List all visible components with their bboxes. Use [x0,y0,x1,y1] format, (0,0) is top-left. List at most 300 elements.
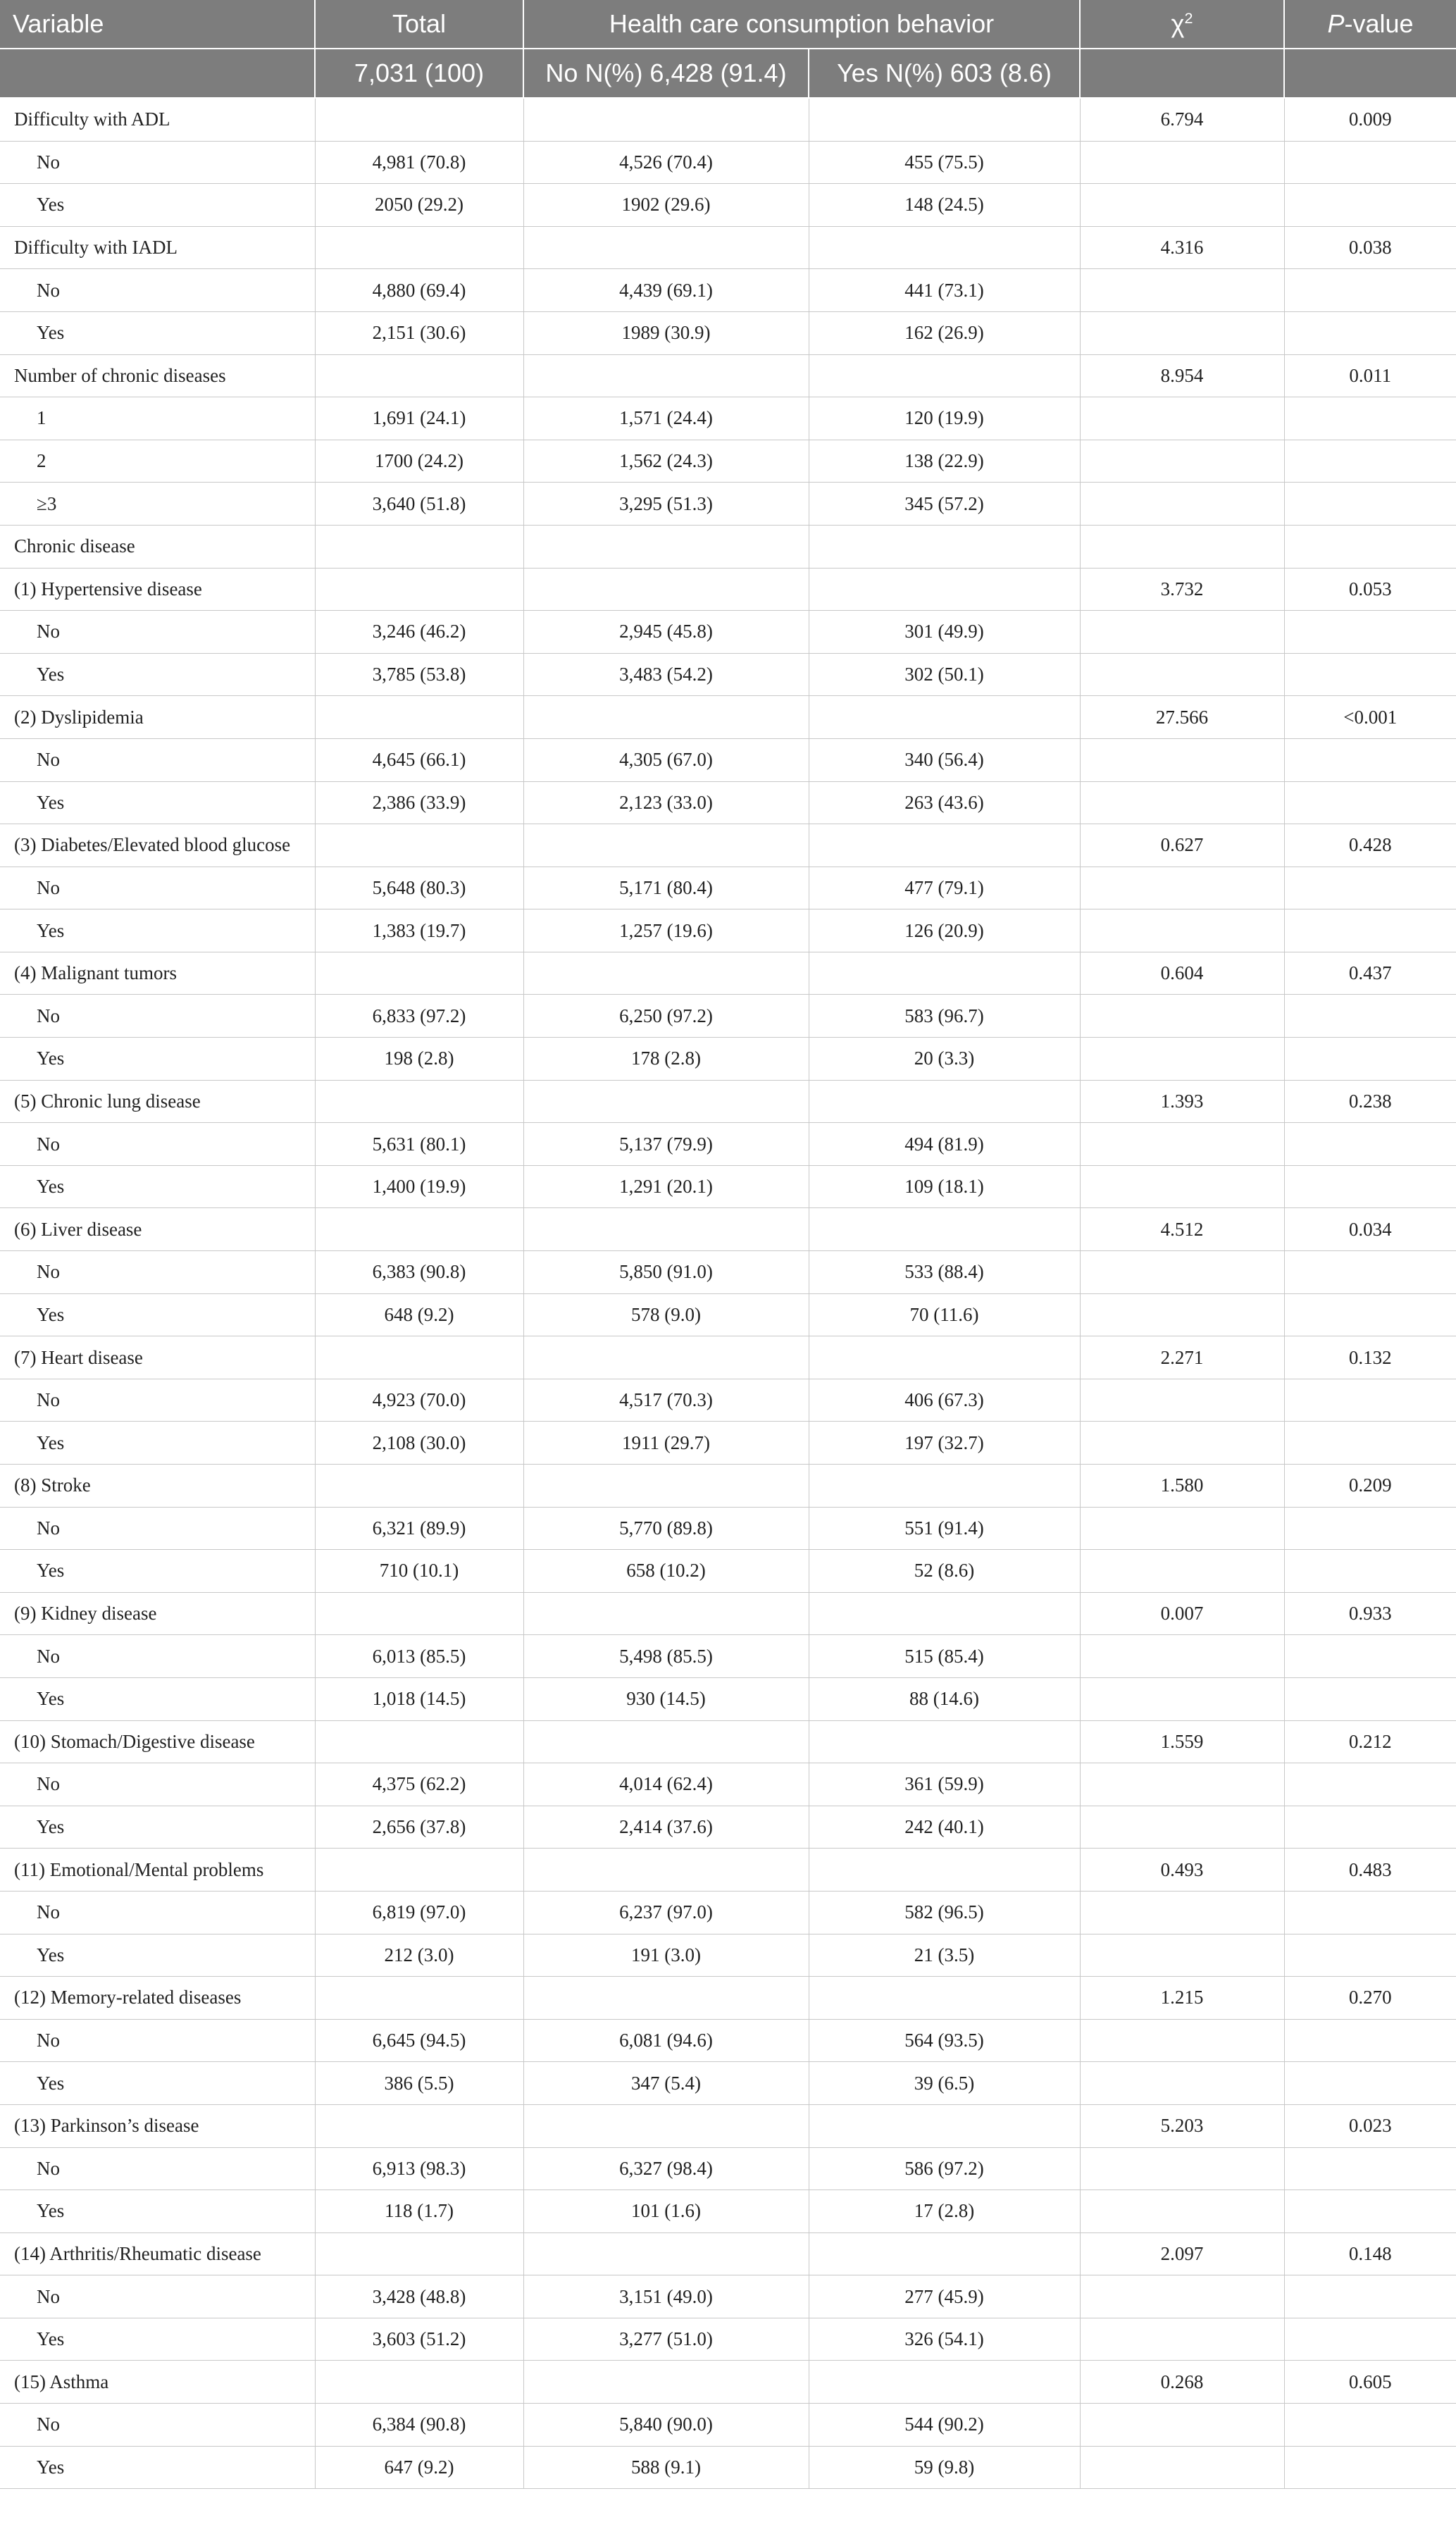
cell-chi2: 4.316 [1080,226,1284,269]
cell-variable: No [0,1763,315,1806]
cell-chi2 [1080,781,1284,824]
cell-total [315,1208,523,1251]
table-row [0,1550,1456,1593]
cell-yes: 263 (43.6) [809,781,1080,824]
cell-p-value [1284,1165,1456,1208]
cell-total [315,1592,523,1635]
cell-chi2 [1080,2275,1284,2318]
table-row [0,1934,1456,1977]
cell-variable: (15) Asthma [0,2361,315,2404]
header-total-n: 7,031 (100) [315,49,523,98]
cell-p-value: 0.132 [1284,1336,1456,1379]
table-row [0,2275,1456,2318]
table-row [0,781,1456,824]
table-group-row [0,2104,1456,2147]
cell-yes [809,1849,1080,1892]
cell-variable: (6) Liver disease [0,1208,315,1251]
table-group-row [0,824,1456,867]
cell-p-value: 0.023 [1284,2104,1456,2147]
cell-no [523,1592,809,1635]
cell-total: 4,923 (70.0) [315,1379,523,1422]
cell-variable: Yes [0,2062,315,2105]
cell-total: 6,383 (90.8) [315,1251,523,1294]
cell-no: 1,571 (24.4) [523,397,809,440]
cell-yes: 148 (24.5) [809,184,1080,227]
cell-variable: 1 [0,397,315,440]
cell-no: 658 (10.2) [523,1550,809,1593]
cell-chi2 [1080,653,1284,696]
cell-chi2 [1080,1677,1284,1720]
cell-no: 5,171 (80.4) [523,867,809,909]
table-group-row [0,696,1456,739]
cell-no: 1,562 (24.3) [523,440,809,483]
cell-total: 3,785 (53.8) [315,653,523,696]
cell-p-value [1284,1635,1456,1678]
cell-variable: No [0,1507,315,1550]
cell-variable: No [0,1379,315,1422]
cell-total [315,1720,523,1763]
table-group-row [0,226,1456,269]
cell-total: 1,018 (14.5) [315,1677,523,1720]
cell-no: 178 (2.8) [523,1038,809,1081]
cell-no: 4,517 (70.3) [523,1379,809,1422]
cell-variable: (1) Hypertensive disease [0,568,315,611]
cell-chi2 [1080,525,1284,568]
cell-variable: Yes [0,781,315,824]
cell-p-value [1284,653,1456,696]
cell-no: 2,414 (37.6) [523,1806,809,1849]
cell-yes: 277 (45.9) [809,2275,1080,2318]
cell-yes [809,1208,1080,1251]
cell-p-value [1284,995,1456,1038]
cell-no [523,1080,809,1123]
cell-yes: 582 (96.5) [809,1891,1080,1934]
cell-p-value [1284,1422,1456,1465]
cell-total [315,525,523,568]
cell-total: 1,691 (24.1) [315,397,523,440]
cell-variable: Yes [0,311,315,354]
cell-total: 118 (1.7) [315,2190,523,2233]
cell-p-value [1284,1293,1456,1336]
table-row [0,1165,1456,1208]
cell-yes: 326 (54.1) [809,2318,1080,2361]
cell-chi2 [1080,1293,1284,1336]
cell-variable: Yes [0,1677,315,1720]
header-total: Total [315,0,523,49]
cell-yes: 544 (90.2) [809,2404,1080,2447]
table-group-row [0,1592,1456,1635]
cell-yes [809,98,1080,141]
cell-total: 6,819 (97.0) [315,1891,523,1934]
cell-no: 1989 (30.9) [523,311,809,354]
cell-yes: 242 (40.1) [809,1806,1080,1849]
table-row [0,1891,1456,1934]
cell-total: 6,833 (97.2) [315,995,523,1038]
cell-total [315,2361,523,2404]
header-chi-square [1080,0,1284,49]
table-row [0,611,1456,654]
cell-total: 6,013 (85.5) [315,1635,523,1678]
cell-variable: No [0,1251,315,1294]
cell-p-value: 0.053 [1284,568,1456,611]
cell-p-value [1284,2190,1456,2233]
cell-chi2 [1080,1038,1284,1081]
table-row [0,2147,1456,2190]
cell-no [523,2104,809,2147]
cell-no: 1911 (29.7) [523,1422,809,1465]
cell-no [523,1336,809,1379]
cell-chi2 [1080,1934,1284,1977]
table-row [0,1123,1456,1166]
cell-p-value: 0.437 [1284,952,1456,995]
cell-p-value [1284,483,1456,526]
cell-no [523,2361,809,2404]
table-group-row [0,1720,1456,1763]
cell-yes [809,226,1080,269]
cell-p-value [1284,611,1456,654]
table-row [0,653,1456,696]
cell-variable: Yes [0,1165,315,1208]
cell-p-value [1284,1123,1456,1166]
table-header [0,0,1456,98]
cell-p-value [1284,1934,1456,1977]
cell-no [523,1208,809,1251]
cell-total [315,226,523,269]
cell-yes: 302 (50.1) [809,653,1080,696]
cell-variable: No [0,1635,315,1678]
cell-chi2 [1080,1422,1284,1465]
cell-total [315,1977,523,2020]
cell-yes: 345 (57.2) [809,483,1080,526]
cell-variable: No [0,867,315,909]
cell-no: 6,250 (97.2) [523,995,809,1038]
cell-chi2: 0.627 [1080,824,1284,867]
cell-chi2 [1080,141,1284,184]
table-row [0,909,1456,952]
cell-total: 2,108 (30.0) [315,1422,523,1465]
cell-variable: Difficulty with IADL [0,226,315,269]
cell-variable: Yes [0,1038,315,1081]
table-group-row [0,354,1456,397]
cell-yes: 406 (67.3) [809,1379,1080,1422]
cell-yes [809,1720,1080,1763]
cell-total [315,2104,523,2147]
cell-no: 2,945 (45.8) [523,611,809,654]
cell-no: 3,295 (51.3) [523,483,809,526]
cell-total: 6,384 (90.8) [315,2404,523,2447]
cell-no: 2,123 (33.0) [523,781,809,824]
table-row [0,2190,1456,2233]
cell-chi2 [1080,2019,1284,2062]
table-group-row [0,98,1456,141]
cell-variable: Yes [0,653,315,696]
p-rest: -value [1344,9,1414,38]
cell-no [523,2232,809,2275]
chi-superscript: 2 [1184,9,1193,27]
cell-no [523,824,809,867]
header-p-value [1284,0,1456,49]
cell-chi2 [1080,1550,1284,1593]
cell-yes [809,952,1080,995]
cell-total [315,354,523,397]
cell-no: 6,237 (97.0) [523,1891,809,1934]
p-italic: P [1327,9,1345,38]
cell-no: 1,291 (20.1) [523,1165,809,1208]
cell-p-value: 0.428 [1284,824,1456,867]
cell-chi2 [1080,2062,1284,2105]
cell-variable: Yes [0,1293,315,1336]
cell-p-value: 0.009 [1284,98,1456,141]
cell-yes [809,1977,1080,2020]
cell-chi2 [1080,909,1284,952]
cell-variable: No [0,1123,315,1166]
cell-p-value: 0.605 [1284,2361,1456,2404]
cell-no: 347 (5.4) [523,2062,809,2105]
cell-variable: No [0,611,315,654]
cell-chi2: 1.215 [1080,1977,1284,2020]
table-row [0,184,1456,227]
cell-no [523,568,809,611]
cell-variable: Yes [0,2190,315,2233]
cell-total [315,824,523,867]
cell-chi2 [1080,1635,1284,1678]
cell-variable: (10) Stomach/Digestive disease [0,1720,315,1763]
cell-chi2 [1080,1379,1284,1422]
table-row [0,1806,1456,1849]
table-group-row [0,1208,1456,1251]
cell-yes [809,568,1080,611]
cell-no: 1,257 (19.6) [523,909,809,952]
cell-chi2: 27.566 [1080,696,1284,739]
cell-total: 4,981 (70.8) [315,141,523,184]
cell-no [523,226,809,269]
cell-chi2: 4.512 [1080,1208,1284,1251]
cell-p-value [1284,269,1456,312]
cell-chi2 [1080,311,1284,354]
table-row [0,1038,1456,1081]
table-group-row [0,952,1456,995]
cell-total: 1700 (24.2) [315,440,523,483]
table-row [0,995,1456,1038]
cell-total: 6,913 (98.3) [315,2147,523,2190]
cell-yes: 301 (49.9) [809,611,1080,654]
cell-no: 3,151 (49.0) [523,2275,809,2318]
cell-variable: Yes [0,1934,315,1977]
cell-yes: 583 (96.7) [809,995,1080,1038]
table-group-row [0,1465,1456,1508]
cell-yes: 39 (6.5) [809,2062,1080,2105]
cell-no: 3,483 (54.2) [523,653,809,696]
table-row [0,269,1456,312]
cell-variable: Chronic disease [0,525,315,568]
cell-variable: (3) Diabetes/Elevated blood glucose [0,824,315,867]
table-row [0,1763,1456,1806]
cell-chi2: 1.580 [1080,1465,1284,1508]
cell-no [523,354,809,397]
table-body [0,98,1456,2489]
cell-no: 578 (9.0) [523,1293,809,1336]
cell-chi2 [1080,440,1284,483]
cell-no [523,525,809,568]
table-row [0,1422,1456,1465]
table-row [0,311,1456,354]
table-row [0,483,1456,526]
cell-total: 3,603 (51.2) [315,2318,523,2361]
cell-yes [809,824,1080,867]
cell-total: 1,400 (19.9) [315,1165,523,1208]
cell-chi2: 0.268 [1080,2361,1284,2404]
cell-chi2: 5.203 [1080,2104,1284,2147]
cell-total: 212 (3.0) [315,1934,523,1977]
cell-p-value: 0.034 [1284,1208,1456,1251]
cell-chi2: 0.493 [1080,1849,1284,1892]
cell-no: 6,327 (98.4) [523,2147,809,2190]
cell-p-value [1284,1891,1456,1934]
cell-no: 5,770 (89.8) [523,1507,809,1550]
cell-p-value [1284,1550,1456,1593]
cell-yes: 494 (81.9) [809,1123,1080,1166]
cell-p-value [1284,2446,1456,2489]
cell-p-value: 0.270 [1284,1977,1456,2020]
cell-chi2 [1080,1165,1284,1208]
cell-yes: 564 (93.5) [809,2019,1080,2062]
cell-p-value [1284,909,1456,952]
cell-chi2 [1080,995,1284,1038]
cell-variable: (5) Chronic lung disease [0,1080,315,1123]
cell-no: 101 (1.6) [523,2190,809,2233]
cell-total: 4,880 (69.4) [315,269,523,312]
cell-variable: Yes [0,909,315,952]
cell-yes: 515 (85.4) [809,1635,1080,1678]
cell-p-value [1284,2019,1456,2062]
table-group-row [0,1336,1456,1379]
cell-variable: No [0,2275,315,2318]
cell-p-value: 0.038 [1284,226,1456,269]
cell-yes: 551 (91.4) [809,1507,1080,1550]
cell-p-value [1284,525,1456,568]
cell-variable: No [0,269,315,312]
cell-p-value: 0.209 [1284,1465,1456,1508]
cell-variable: No [0,995,315,1038]
header-variable: Variable [0,0,315,49]
cell-yes: 441 (73.1) [809,269,1080,312]
cell-yes: 138 (22.9) [809,440,1080,483]
cell-total: 4,375 (62.2) [315,1763,523,1806]
cell-p-value [1284,2275,1456,2318]
cell-p-value: <0.001 [1284,696,1456,739]
cell-yes [809,2232,1080,2275]
cell-variable: (11) Emotional/Mental problems [0,1849,315,1892]
cell-variable: Difficulty with ADL [0,98,315,141]
cell-variable: (14) Arthritis/Rheumatic disease [0,2232,315,2275]
header-blank-p [1284,49,1456,98]
header-blank [0,49,315,98]
cell-total: 648 (9.2) [315,1293,523,1336]
table-group-row [0,525,1456,568]
cell-chi2: 8.954 [1080,354,1284,397]
cell-no: 5,498 (85.5) [523,1635,809,1678]
table-row [0,2062,1456,2105]
cell-total: 3,246 (46.2) [315,611,523,654]
cell-variable: No [0,738,315,781]
cell-variable: ≥3 [0,483,315,526]
cell-variable: (13) Parkinson’s disease [0,2104,315,2147]
cell-no: 588 (9.1) [523,2446,809,2489]
cell-yes [809,525,1080,568]
cell-yes [809,1592,1080,1635]
cell-yes [809,2361,1080,2404]
header-blank-chi [1080,49,1284,98]
table-row [0,867,1456,909]
cell-chi2 [1080,184,1284,227]
cell-no: 191 (3.0) [523,1934,809,1977]
cell-no [523,696,809,739]
cell-no [523,1977,809,2020]
cell-yes [809,1080,1080,1123]
cell-variable: (12) Memory-related diseases [0,1977,315,2020]
cell-no: 3,277 (51.0) [523,2318,809,2361]
cell-total [315,696,523,739]
cell-no [523,952,809,995]
cell-variable: (9) Kidney disease [0,1592,315,1635]
cell-variable: Yes [0,1806,315,1849]
cell-chi2: 1.393 [1080,1080,1284,1123]
cell-no: 1902 (29.6) [523,184,809,227]
cell-total: 4,645 (66.1) [315,738,523,781]
header-no-group: No N(%) 6,428 (91.4) [523,49,809,98]
cell-chi2 [1080,1763,1284,1806]
cell-chi2 [1080,483,1284,526]
cell-total [315,952,523,995]
cell-chi2 [1080,611,1284,654]
cell-yes: 120 (19.9) [809,397,1080,440]
cell-p-value [1284,440,1456,483]
cell-no: 5,850 (91.0) [523,1251,809,1294]
cell-chi2 [1080,738,1284,781]
cell-p-value: 0.011 [1284,354,1456,397]
cell-total [315,1336,523,1379]
table-group-row [0,568,1456,611]
cell-yes: 197 (32.7) [809,1422,1080,1465]
table-row [0,1677,1456,1720]
cell-variable: No [0,1891,315,1934]
cell-variable: No [0,141,315,184]
cell-p-value [1284,184,1456,227]
cell-chi2 [1080,2147,1284,2190]
table-row [0,2404,1456,2447]
cell-no: 4,439 (69.1) [523,269,809,312]
cell-variable: Yes [0,2318,315,2361]
table-row [0,738,1456,781]
cell-chi2 [1080,1123,1284,1166]
table-group-row [0,2232,1456,2275]
cell-chi2: 1.559 [1080,1720,1284,1763]
table-group-row [0,1080,1456,1123]
cell-chi2 [1080,867,1284,909]
cell-p-value [1284,738,1456,781]
cell-variable: (2) Dyslipidemia [0,696,315,739]
cell-chi2: 2.097 [1080,2232,1284,2275]
cell-variable: Yes [0,184,315,227]
header-yes-group: Yes N(%) 603 (8.6) [809,49,1080,98]
cell-total: 2,151 (30.6) [315,311,523,354]
cell-yes: 162 (26.9) [809,311,1080,354]
header-row-top [0,0,1456,49]
table-row [0,141,1456,184]
cell-chi2 [1080,269,1284,312]
table-row [0,2019,1456,2062]
cell-yes: 21 (3.5) [809,1934,1080,1977]
